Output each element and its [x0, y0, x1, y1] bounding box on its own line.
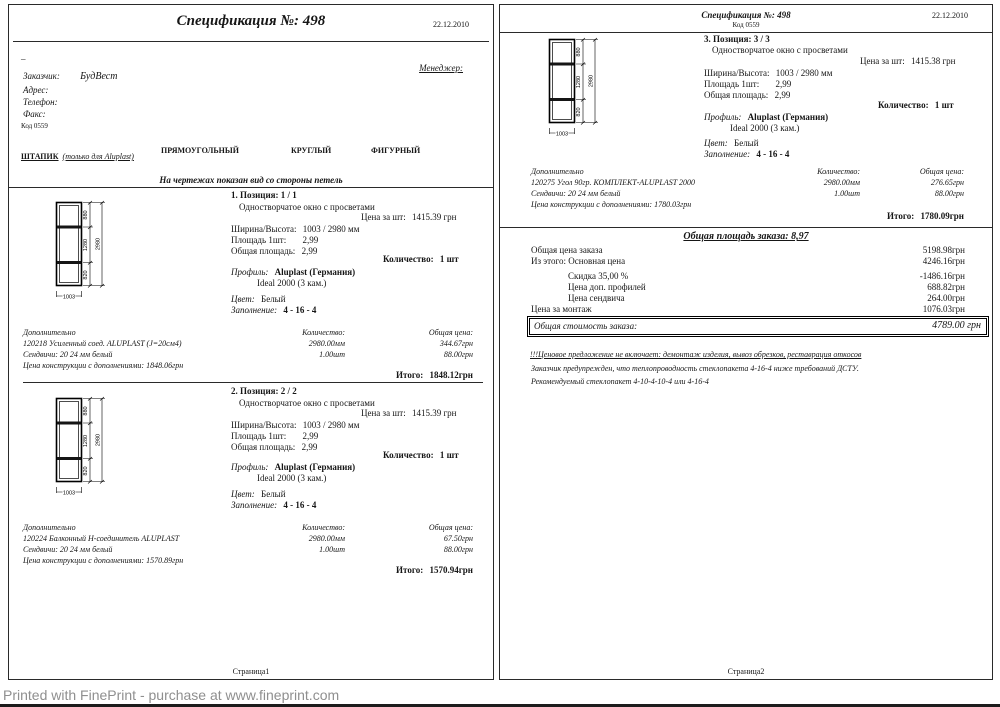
price-value: 1415.38 грн — [910, 56, 956, 66]
itogo-value: 1848.12грн — [429, 370, 473, 380]
fill-value: 4 - 16 - 4 — [283, 500, 317, 510]
color-label: Цвет: — [231, 489, 255, 499]
quantity-label: Количество: — [383, 254, 434, 264]
summary-row-value: -1486.16грн — [919, 271, 965, 281]
extras-block — [23, 522, 183, 566]
customer-row — [23, 71, 117, 82]
quantity-value: 1 шт — [439, 450, 459, 460]
dim-bottom: 820 — [576, 107, 582, 117]
sum-column-header: Общая цена: — [428, 523, 473, 532]
profile-system: Ideal 2000 (3 кам.) — [257, 473, 327, 483]
fax-label: Факс: — [23, 109, 46, 119]
position-header: 2. Позиция: 2 / 2 — [231, 386, 297, 396]
shtapik-label: ШТАПИК — [21, 152, 59, 161]
extras-sandwich: Сендвичи: 20 24 мм белый — [23, 545, 113, 554]
customer-value: БудВест — [80, 71, 118, 82]
profile-label: Профиль: — [231, 267, 269, 277]
color-label: Цвет: — [231, 294, 255, 304]
price-value: 1415.39 грн — [411, 408, 457, 418]
fill-value: 4 - 16 - 4 — [756, 149, 790, 159]
dim-bottom: 820 — [83, 270, 89, 280]
profile-line — [231, 267, 355, 277]
shtapik-row — [21, 146, 134, 164]
dim-top: 880 — [83, 210, 89, 220]
header-rule — [13, 41, 489, 42]
profile-label: Профиль: — [231, 462, 269, 472]
dim-middle: 1280 — [83, 238, 89, 252]
summary-row-label: Цена за монтаж — [531, 304, 592, 314]
fill-line — [231, 500, 316, 510]
fill-value: 4 - 16 - 4 — [283, 305, 317, 315]
page-number: Страница1 — [232, 667, 270, 676]
summary-row-label: Из этого: Основная цена — [531, 256, 626, 266]
extras-price: Цена конструкции с дополнениями: 1848.06грн — [23, 361, 184, 370]
window-diagram-position-1 — [53, 199, 115, 311]
page-title: Спецификация №: 498 — [176, 13, 326, 29]
quantity-label: Количество: — [878, 100, 929, 110]
price-line — [361, 212, 456, 222]
extras-item: 120275 Угол 90гр. КОМПЛЕКТ-ALUPLAST 2000 — [531, 178, 696, 187]
window-type: Одностворчатое окно с просветами — [712, 45, 848, 55]
drawn-note: На чертежах показан вид со стороны петель — [159, 175, 343, 185]
grand-total-value: 4789.00 грн — [932, 320, 981, 331]
dim-middle: 1280 — [576, 75, 582, 89]
position-total-line — [347, 565, 473, 575]
area-total-line — [231, 442, 317, 452]
position-divider-rule — [23, 382, 483, 383]
area-total-label: Общая площадь: — [231, 442, 296, 452]
sum-mm: 276.65грн — [930, 178, 964, 187]
sum-column-header: Общая цена: — [919, 167, 964, 176]
width-height-value: 1003 / 2980 мм — [302, 224, 360, 234]
order-area-line — [500, 231, 992, 242]
extras-label: Дополнительно — [531, 167, 584, 176]
quantity-line — [878, 100, 954, 110]
color-line — [231, 489, 286, 499]
qty-column-header: Количество: — [817, 167, 860, 176]
area1-value: 2,99 — [775, 79, 792, 89]
profile-label: Профиль: — [704, 112, 742, 122]
dim-middle: 1280 — [83, 434, 89, 448]
width-height-value: 1003 / 2980 мм — [775, 68, 833, 78]
width-height-label: Ширина/Высота: — [231, 420, 297, 430]
position-total-line — [838, 211, 964, 221]
window-type: Одностворчатое окно с просветами — [239, 202, 375, 212]
area1-line — [704, 79, 791, 89]
dash-mark: – — [21, 54, 26, 64]
area-total-label: Общая площадь: — [704, 90, 769, 100]
area-total-label: Общая площадь: — [231, 246, 296, 256]
width-height-label: Ширина/Высота: — [704, 68, 770, 78]
extras-label: Дополнительно — [23, 328, 76, 337]
sum-pcs: 88.00грн — [443, 545, 473, 554]
fill-line — [231, 305, 316, 315]
window-type: Одностворчатое окно с просветами — [239, 398, 375, 408]
summary-row-label: Общая цена заказа — [531, 245, 603, 255]
qty-mm: 2980.00мм — [308, 534, 345, 543]
area-total-value: 2,99 — [301, 246, 318, 256]
price-label: Цена за шт: — [361, 212, 406, 222]
extras-block — [23, 327, 183, 371]
sum-pcs: 88.00грн — [934, 189, 964, 198]
dim-total-height: 2980 — [95, 433, 102, 447]
area-total-line — [704, 90, 790, 100]
qty-pcs: 1.00шт — [319, 545, 345, 554]
summary-row-value: 4246.16грн — [922, 256, 965, 266]
profile-system: Ideal 2000 (3 кам.) — [730, 123, 800, 133]
quantity-value: 1 шт — [439, 254, 459, 264]
area1-value: 2,99 — [302, 431, 319, 441]
document-page-2 — [499, 4, 993, 680]
sum-mm: 344.67грн — [439, 339, 473, 348]
dim-width: 1003 — [62, 490, 76, 497]
color-value: Белый — [734, 138, 759, 148]
summary-row-value: 264.00грн — [927, 293, 965, 303]
profile-line — [704, 112, 828, 122]
area1-line — [231, 431, 318, 441]
summary-row-label: Цена доп. профилей — [568, 282, 646, 292]
qty-pcs: 1.00шт — [319, 350, 345, 359]
dim-width: 1003 — [62, 294, 76, 301]
fill-label: Заполнение: — [231, 305, 278, 315]
dim-total-height: 2980 — [95, 237, 102, 251]
qty-column-header: Количество: — [302, 328, 345, 337]
page-number: Страница2 — [727, 667, 765, 676]
phone-label: Телефон: — [23, 97, 58, 107]
color-line — [704, 138, 759, 148]
sum-pcs: 88.00грн — [443, 350, 473, 359]
note-line: Заказчик предупрежден, что теплопроводность стеклопакета 4-16-4 ниже требований ДСТУ. — [531, 364, 859, 373]
extras-price: Цена конструкции с дополнениями: 1780.03грн — [531, 200, 692, 209]
extras-item: 120224 Балконный Н-соединитель ALUPLAST — [23, 534, 180, 543]
position-total-line — [347, 370, 473, 380]
qty-column-header: Количество: — [302, 523, 345, 532]
itogo-label: Итого: — [396, 565, 424, 575]
price-value: 1415.39 грн — [411, 212, 457, 222]
extras-sum-column — [860, 166, 964, 199]
color-value: Белый — [261, 489, 286, 499]
profile-system: Ideal 2000 (3 кам.) — [257, 278, 327, 288]
window-diagram-position-3 — [546, 36, 608, 148]
document-page-1 — [8, 4, 494, 680]
extras-sum-column — [367, 522, 473, 555]
summary-row-value: 688.82грн — [927, 282, 965, 292]
itogo-label: Итого: — [887, 211, 915, 221]
extras-qty-column — [239, 327, 345, 360]
code-label: Код 0559 — [21, 122, 48, 130]
code-label: Код 0559 — [732, 21, 760, 29]
width-height-value: 1003 / 2980 мм — [302, 420, 360, 430]
itogo-value: 1780.09грн — [920, 211, 964, 221]
extras-item: 120218 Усиленный соед. ALUPLAST (J=20см4) — [23, 339, 182, 348]
order-area-text: Общая площадь заказа: 8,97 — [683, 231, 809, 242]
customer-label: Заказчик: — [23, 71, 60, 81]
fineprint-footer-text: Printed with FinePrint - purchase at www.fineprint.com — [3, 687, 340, 703]
extras-sandwich: Сендвичи: 20 24 мм белый — [531, 189, 621, 198]
dim-width: 1003 — [555, 131, 569, 138]
price-line — [361, 408, 456, 418]
doc-date: 22.12.2010 — [932, 11, 968, 20]
shape-figured: ФИГУРНЫЙ — [371, 146, 421, 155]
position-header: 1. Позиция: 1 / 1 — [231, 190, 297, 200]
header-rule — [500, 32, 992, 33]
note-line: !!!Ценовое предложение не включает: демонтаж изделия, вывоз обрезков, реставрация откосов — [530, 350, 862, 359]
quantity-label: Количество: — [383, 450, 434, 460]
profile-value: Aluplast (Германия) — [274, 462, 356, 472]
extras-price: Цена конструкции с дополнениями: 1570.89грн — [23, 556, 184, 565]
fill-label: Заполнение: — [704, 149, 751, 159]
dim-top: 880 — [83, 406, 89, 416]
quantity-line — [383, 450, 459, 460]
shape-rectangular: ПРЯМОУГОЛЬНЫЙ — [161, 146, 239, 155]
profile-line — [231, 462, 355, 472]
area1-label: Площадь 1шт: — [231, 431, 287, 441]
shape-round: КРУГЛЫЙ — [291, 146, 332, 155]
sum-mm: 67.50грн — [443, 534, 473, 543]
dim-top: 880 — [576, 47, 582, 57]
manager-label: Менеджер: — [419, 63, 463, 73]
doc-date: 22.12.2010 — [433, 20, 469, 29]
grand-total-label: Общая стоимость заказа: — [534, 321, 638, 331]
page-title: Спецификация №: 498 — [701, 10, 791, 20]
extras-sandwich: Сендвичи: 20 24 мм белый — [23, 350, 113, 359]
extras-sum-column — [367, 327, 473, 360]
profile-value: Aluplast (Германия) — [274, 267, 356, 277]
summary-row-label: Цена сендвича — [568, 293, 625, 303]
grand-total-box — [529, 318, 987, 335]
qty-mm: 2980.00мм — [308, 339, 345, 348]
area-total-value: 2,99 — [774, 90, 791, 100]
width-height-label: Ширина/Высота: — [231, 224, 297, 234]
shtapik-note: (только для Aluplast) — [62, 152, 134, 161]
width-height-line — [231, 224, 359, 234]
extras-label: Дополнительно — [23, 523, 76, 532]
dim-total-height: 2980 — [588, 74, 595, 88]
address-label: Адрес: — [23, 85, 49, 95]
quantity-value: 1 шт — [934, 100, 954, 110]
area-total-value: 2,99 — [301, 442, 318, 452]
window-diagram-position-2 — [53, 395, 115, 507]
area1-label: Площадь 1шт: — [231, 235, 287, 245]
area1-value: 2,99 — [302, 235, 319, 245]
summary-row-value: 1076.03грн — [922, 304, 965, 314]
extras-qty-column — [239, 522, 345, 555]
profile-value: Aluplast (Германия) — [747, 112, 829, 122]
color-line — [231, 294, 286, 304]
fill-label: Заполнение: — [231, 500, 278, 510]
color-label: Цвет: — [704, 138, 728, 148]
note-line: Рекомендуемый стеклопакет 4-10-4-10-4 или 4-16-4 — [531, 377, 709, 386]
section-rule — [9, 187, 493, 188]
fill-line — [704, 149, 789, 159]
area1-line — [231, 235, 318, 245]
sum-column-header: Общая цена: — [428, 328, 473, 337]
area1-label: Площадь 1шт: — [704, 79, 760, 89]
color-value: Белый — [261, 294, 286, 304]
extras-block — [531, 166, 695, 210]
qty-mm: 2980.00мм — [823, 178, 860, 187]
summary-row-label: Скидка 35,00 % — [568, 271, 629, 281]
summary-row-value: 5198.98грн — [922, 245, 965, 255]
price-label: Цена за шт: — [361, 408, 406, 418]
position-header: 3. Позиция: 3 / 3 — [704, 34, 770, 44]
area-total-line — [231, 246, 317, 256]
price-line — [860, 56, 955, 66]
width-height-line — [704, 68, 832, 78]
qty-pcs: 1.00шт — [834, 189, 860, 198]
width-height-line — [231, 420, 359, 430]
price-label: Цена за шт: — [860, 56, 905, 66]
summary-rule — [500, 227, 992, 228]
dim-bottom: 820 — [83, 466, 89, 476]
extras-qty-column — [754, 166, 860, 199]
itogo-value: 1570.94грн — [429, 565, 473, 575]
itogo-label: Итого: — [396, 370, 424, 380]
quantity-line — [383, 254, 459, 264]
